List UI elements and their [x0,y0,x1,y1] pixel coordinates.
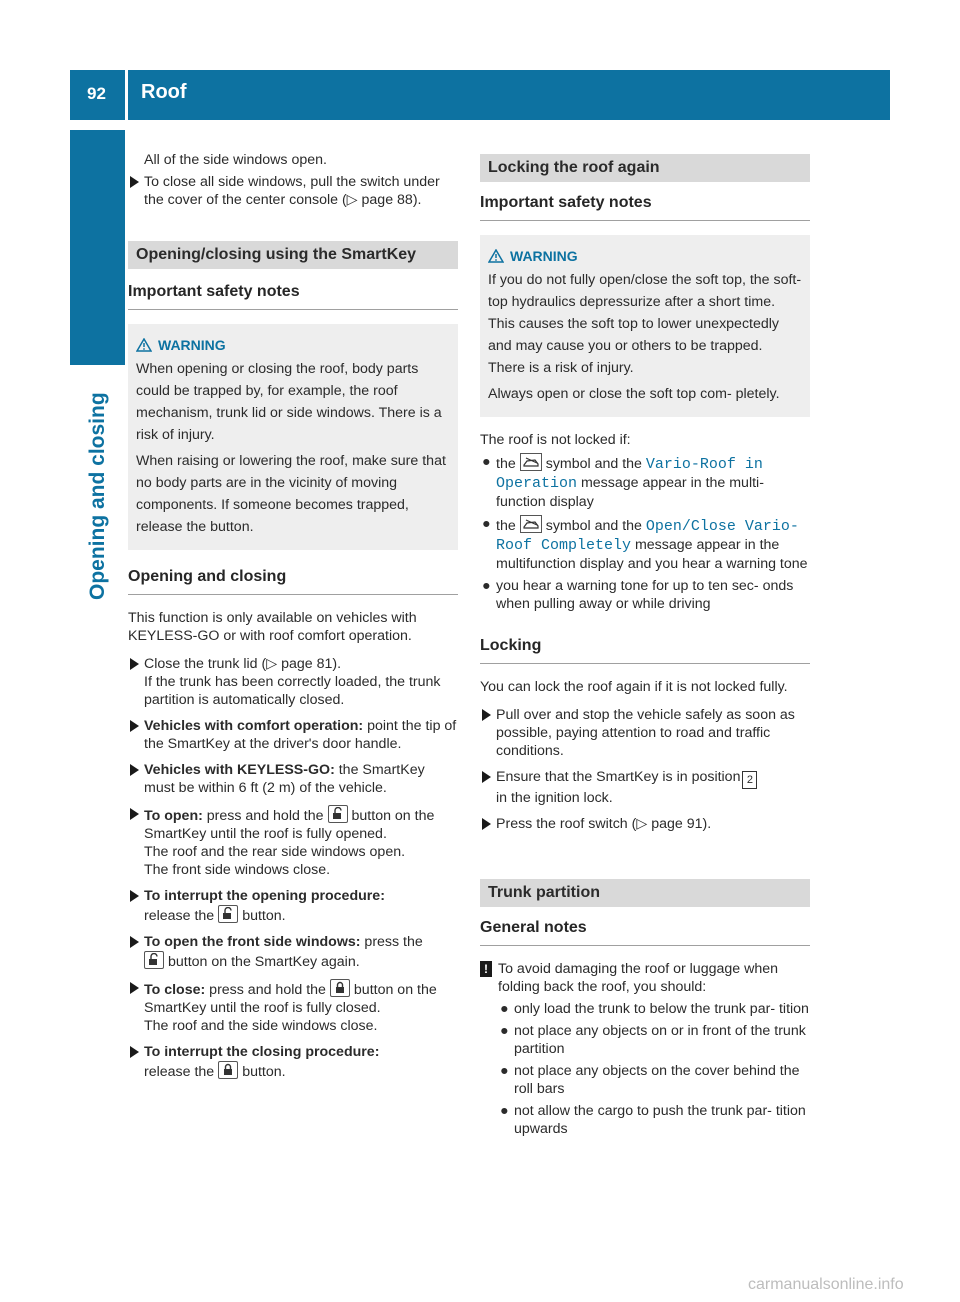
list-item: ● only load the trunk to below the trunk par- tition [500,1001,809,1017]
note-block: ! To avoid damaging the roof or luggage when folding back the roof, you should: ● only load the trunk to below the trunk par- tition ● not place any objects on or in front of the trunk partition ● not place any objects on the cover behind the roll bars ● not allow the cargo to push the trunk par- tition upwards [480,960,810,1138]
warning-triangle-icon [488,249,504,263]
step-arrow-icon [482,818,491,830]
not-locked-intro: The roof is not locked if: [480,432,631,448]
step-arrow-icon [130,1046,139,1058]
step-pull-over: Pull over and stop the vehicle safely as soon as possible, paying attention to road and traffic conditions. [480,706,810,760]
intro-line: All of the side windows open. [144,152,327,168]
warning-text: When opening or closing the roof, body parts could be trapped by, for example, the roof mechanism, trunk lid or side windows. There is a risk of injury. [136,361,442,443]
warning-box [128,324,458,550]
warning-text: When raising or lowering the roof, make sure that no body parts are in the vicinity of moving components. If someone becomes trapped, release the button. [136,453,446,535]
bullet-icon: ● [482,578,491,594]
step-arrow-icon [130,764,139,776]
subsection-safety-notes: Important safety notes [480,194,810,221]
list-item: ● not place any objects on or in front of the trunk partition [500,1023,806,1057]
step-close-windows: To close all side windows, pull the switch under the cover of the center console (▷ page 88). [128,173,458,209]
warning-text: Always open or close the soft top com- pletely. [488,386,780,402]
bullet-icon: ● [482,454,491,470]
bullet-icon: ● [500,1063,509,1079]
step-arrow-icon [130,808,139,820]
list-item: ● not place any objects on the cover behind the roll bars [500,1063,800,1097]
warning-header: WARNING [136,334,450,356]
watermark: carmanualsonline.info [748,1276,904,1293]
locking-intro: You can lock the roof again if it is not locked fully. [480,679,788,695]
subsection-general-notes: General notes [480,919,810,946]
warning-box [480,235,810,417]
section-title-smartkey: Opening/closing using the SmartKey [128,241,458,269]
bullet-icon: ● [482,516,491,532]
warning-header: WARNING [488,245,802,267]
chapter-label: Opening and closing [86,392,109,600]
subsection-locking: Locking [480,637,810,664]
exclamation-icon: ! [480,961,492,977]
right-column [480,154,810,1142]
bullet-icon: ● [500,1001,509,1017]
step-comfort-operation: Vehicles with comfort operation: point the tip of the SmartKey at the driver's door handle. [128,717,458,753]
warning-triangle-icon [136,338,152,352]
left-column [128,151,458,1085]
list-item: ● you hear a warning tone for up to ten sec- onds when pulling away or while driving [482,578,794,612]
section-title-trunk-partition: Trunk partition [480,879,810,907]
step-arrow-icon [130,936,139,948]
unlock-button-icon [144,951,164,969]
step-interrupt-opening: To interrupt the opening procedure: release the button. [128,887,458,925]
section-title-locking-roof: Locking the roof again [480,154,810,182]
list-item: ● the symbol and the Vario-Roof in Operation message appear in the multi- function display [482,454,764,510]
step-keyless-go: Vehicles with KEYLESS-GO: the SmartKey must be within 6 ft (2 m) of the vehicle. [128,761,458,797]
roof-symbol-icon [520,453,542,471]
bullet-icon: ● [500,1103,509,1119]
step-open-front-windows: To open the front side windows: press the button on the SmartKey again. [128,933,458,971]
subsection-opening-closing: Opening and closing [128,568,458,595]
unlock-button-icon [328,805,348,823]
page-header [70,70,890,120]
step-press-roof-switch: Press the roof switch (▷ page 91). [480,815,810,833]
step-interrupt-closing: To interrupt the closing procedure: release the button. [128,1043,458,1081]
list-item: ● not allow the cargo to push the trunk par- tition upwards [500,1103,806,1137]
step-to-open: To open: press and hold the button on the SmartKey until the roof is fully opened. The roof and the rear side windows open. The front side windows close. [128,805,458,879]
list-item: ● the symbol and the Open/Close Vario-Roof Completely message appear in the multifunction display and you hear a warning tone [482,516,808,572]
warning-text: If you do not fully open/close the soft top, the soft-top hydraulics depressurize after a short time. This causes the soft top to lower unexpectedly and may cause you or others to be trapped. There is a risk of injury. [488,272,802,376]
step-arrow-icon [130,982,139,994]
header-divider [125,70,128,120]
oc-intro: This function is only available on vehicles with KEYLESS-GO or with roof comfort operation. [128,610,417,644]
bullet-icon: ● [500,1023,509,1039]
page-title: Roof [141,81,187,103]
step-arrow-icon [130,658,139,670]
step-close-trunk: Close the trunk lid (▷ page 81). If the trunk has been correctly loaded, the trunk partition is automatically closed. [128,655,458,709]
step-to-close: To close: press and hold the button on the SmartKey until the roof is fully closed. The roof and the side windows close. [128,979,458,1035]
subsection-safety-notes: Important safety notes [128,283,458,310]
step-arrow-icon [482,771,491,783]
step-arrow-icon [130,720,139,732]
page-number: 92 [87,84,106,103]
step-arrow-icon [482,709,491,721]
step-arrow-icon [130,176,139,188]
lock-button-icon [330,979,350,997]
sidebar-tab [70,130,125,365]
step-smartkey-position: Ensure that the SmartKey is in position 2 in the ignition lock. [480,768,810,807]
unlock-button-icon [218,905,238,923]
lock-button-icon [218,1061,238,1079]
roof-symbol-icon [520,515,542,533]
step-arrow-icon [130,890,139,902]
position-key: 2 [742,771,757,789]
